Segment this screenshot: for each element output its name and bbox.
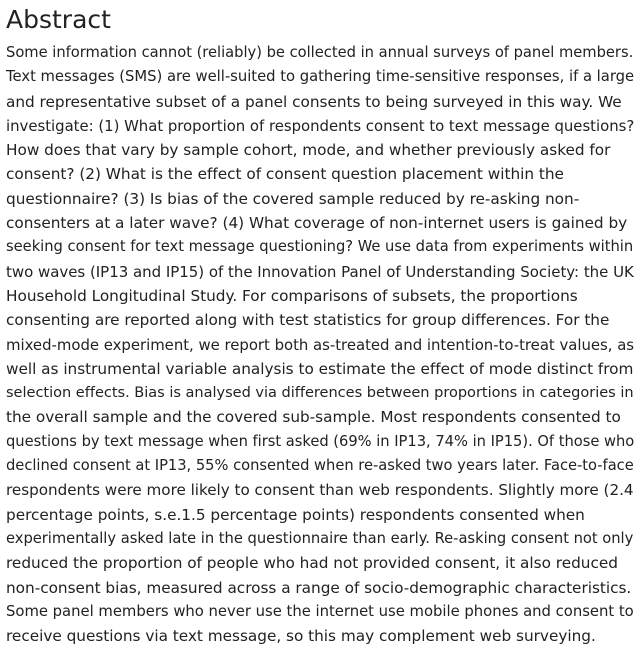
abstract-line: selection effects. Bias is analysed via differences between proportions in categories in xyxy=(6,384,634,402)
abstract-line: consent? (2) What is the effect of consent question placement within the xyxy=(6,165,564,184)
abstract-line: investigate: (1) What proportion of respondents consent to text message questions? xyxy=(6,116,635,135)
abstract-line: non-consent bias, measured across a range of socio-demographic characteristics. xyxy=(6,578,632,597)
abstract-line: Some panel members who never use the internet use mobile phones and consent to xyxy=(6,602,634,620)
abstract-section xyxy=(6,0,636,648)
abstract-line: consenters at a later wave? (4) What coverage of non-internet users is gained by xyxy=(6,214,628,233)
abstract-line: Text messages (SMS) are well-suited to gathering time-sensitive responses, if a large xyxy=(6,68,635,86)
abstract-heading: Abstract xyxy=(6,5,111,34)
abstract-line: consenting are reported along with test statistics for group differences. For the xyxy=(6,311,610,330)
abstract-line: and representative subset of a panel consents to being surveyed in this way. We xyxy=(6,92,622,111)
abstract-line: questions by text message when first asked (69% in IP13, 74% in IP15). Of those who xyxy=(6,432,635,450)
abstract-line: seeking consent for text message questioning? We use data from experiments within xyxy=(6,238,634,256)
abstract-line: well as instrumental variable analysis to estimate the effect of mode distinct from xyxy=(6,359,634,378)
abstract-line: respondents were more likely to consent than web respondents. Slightly more (2.4 xyxy=(6,481,634,500)
abstract-line: reduced the proportion of people who had not provided consent, it also reduced xyxy=(6,554,618,573)
abstract-line: experimentally asked late in the questionnaire than early. Re-asking consent not only xyxy=(6,529,634,547)
abstract-body xyxy=(6,41,636,648)
abstract-line: mixed-mode experiment, we report both as-treated and intention-to-treat values, as xyxy=(6,335,635,354)
abstract-line: questionnaire? (3) Is bias of the covered sample reduced by re-asking non- xyxy=(6,189,580,208)
abstract-line: percentage points, s.e.1.5 percentage points) respondents consented when xyxy=(6,505,585,524)
abstract-line: How does that vary by sample cohort, mode, and whether previously asked for xyxy=(6,141,611,160)
abstract-line: two waves (IP13 and IP15) of the Innovation Panel of Understanding Society: the UK xyxy=(6,262,634,281)
abstract-line: declined consent at IP13, 55% consented when re-asked two years later. Face-to-face xyxy=(6,457,634,475)
abstract-line: the overall sample and the covered sub-sample. Most respondents consented to xyxy=(6,408,621,427)
abstract-line: receive questions via text message, so this may complement web surveying. xyxy=(6,627,596,646)
abstract-line: Household Longitudinal Study. For comparisons of subsets, the proportions xyxy=(6,286,578,305)
abstract-line: Some information cannot (reliably) be collected in annual surveys of panel members. xyxy=(6,44,634,61)
